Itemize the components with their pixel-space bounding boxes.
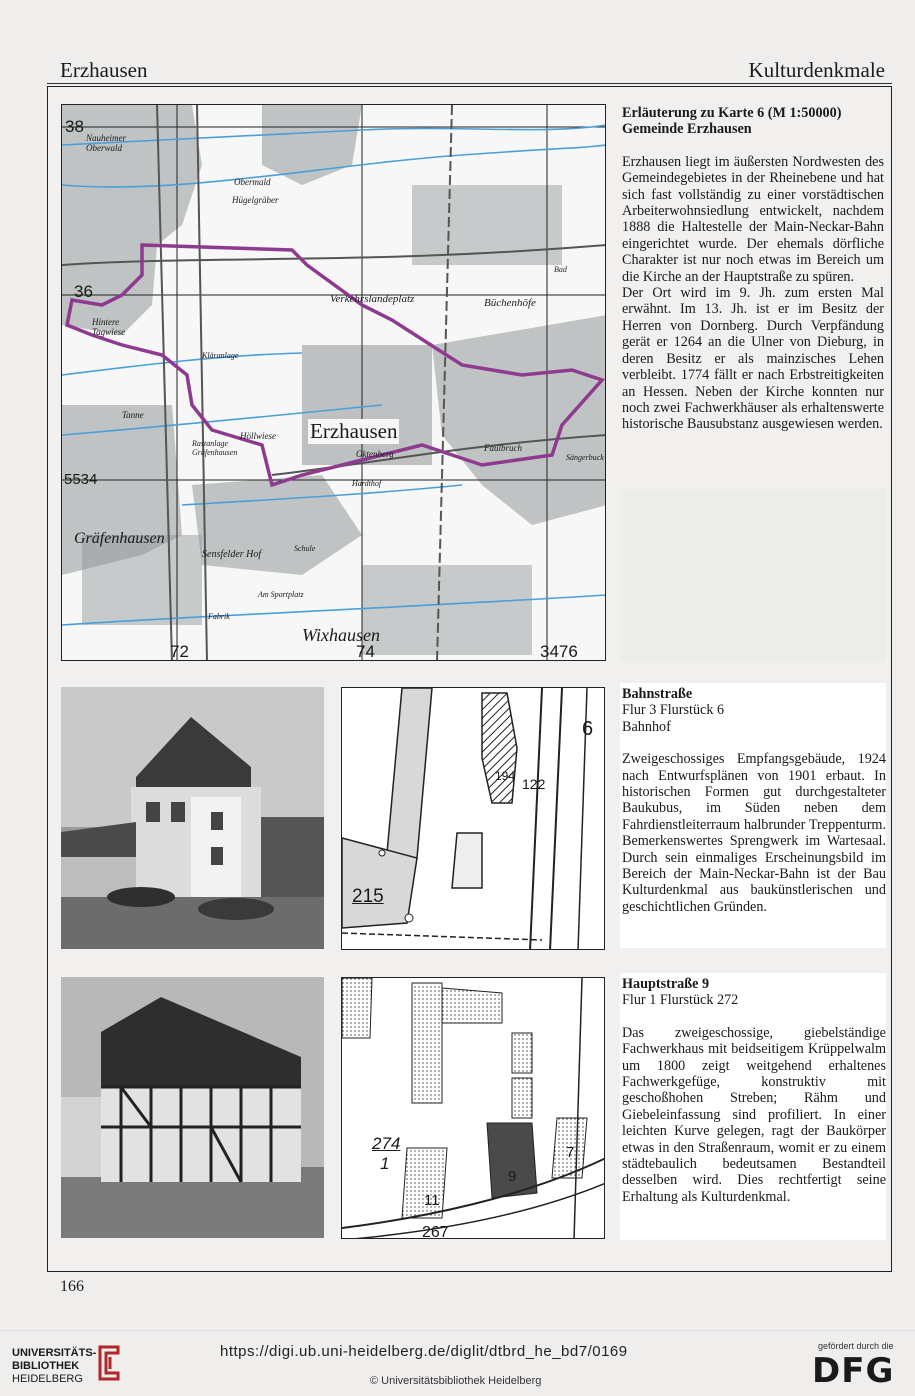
- funding-note: gefördert durch die: [818, 1341, 894, 1351]
- photo-bahnhof: [61, 687, 324, 949]
- grid-label-38: 38: [65, 117, 84, 136]
- map-label-hardthof: Hardthof: [352, 479, 382, 488]
- map-label-tanne: Tanne: [122, 410, 144, 420]
- map-label-nauheimer-oberwald: Nauheimer Oberwald: [86, 133, 126, 153]
- map-explanation-title: Erläuterung zu Karte 6 (M 1:50000): [622, 105, 842, 121]
- map-forest-n: [262, 105, 362, 185]
- map-label-graefenhausen: Gräfenhausen: [74, 530, 165, 547]
- grid-label-5534: 5534: [64, 471, 98, 488]
- entry-title-bahnstrasse: Bahnstraße: [622, 686, 693, 702]
- map-label-verkehrslandeplatz: Verkehrslandeplatz: [330, 293, 415, 305]
- header-rule: [47, 83, 892, 84]
- plan-label-122: 122: [522, 776, 546, 792]
- map-explanation-paragraph-2: Der Ort wird im 9. Jh. zum ersten Mal erwähnt. Im 13. Jh. ist er im Besitz der Herren von Dornberg. Durch Verpfändung gerät er 1264 an die Ulner von Dieburg, in deren Besitz er als mainzisches Lehen verbleibt. 1774 fällt er nach Erbstreitigkeiten an Hessen. Neben der Kirche konnten nur noch zwei Fachwerkhäuser als erhaltenswerte historische Bausubstanz ausgewiesen werden.: [622, 285, 884, 433]
- map-explanation: [622, 105, 884, 433]
- library-logo-icon: [96, 1343, 122, 1383]
- map-label-sportplatz: Am Sportplatz: [258, 590, 304, 599]
- library-line-3: HEIDELBERG: [12, 1373, 83, 1385]
- map-label-hintere-tagwiese: Hintere Tagwiese: [92, 317, 126, 337]
- plan-label-6: 6: [582, 718, 594, 740]
- plan-label-215: 215: [352, 886, 384, 907]
- running-head-left: Erzhausen: [60, 58, 148, 82]
- map-label-saengerbuck: Sängerbuck: [566, 453, 604, 462]
- map-svg: [62, 105, 606, 661]
- plan-label-1: 1: [380, 1154, 390, 1173]
- plan-label-267: 267: [422, 1224, 449, 1239]
- entry-hauptstrasse-9: [622, 976, 886, 1205]
- photo-hauptstrasse-9: [61, 977, 324, 1238]
- entry-bahnstrasse: [622, 686, 886, 915]
- plan-bahnstrasse: [341, 687, 605, 950]
- copyright-notice: © Universitätsbibliothek Heidelberg: [370, 1375, 542, 1387]
- map-label-obermald: Obermald: [234, 177, 271, 187]
- grid-label-36: 36: [74, 282, 93, 301]
- map-town-graefenhausen: [82, 535, 202, 625]
- plan-label-194: 194: [495, 769, 516, 783]
- plan-hauptstrasse-9: [341, 977, 605, 1239]
- entry-parcel-hauptstrasse-9: Flur 1 Flurstück 272: [622, 992, 739, 1009]
- plan-label-274: 274: [372, 1134, 401, 1153]
- entry-title-hauptstrasse-9: Hauptstraße 9: [622, 976, 710, 992]
- grid-label-72: 72: [170, 642, 189, 661]
- topographic-map: [61, 104, 606, 661]
- grid-label-74: 74: [356, 642, 375, 661]
- map-label-huegelgraeber: Hügelgräber: [232, 195, 279, 205]
- map-label-buechenhoefe: Büchenhöfe: [484, 297, 536, 309]
- map-label-sensfelder-hof: Sensfelder Hof: [202, 549, 262, 560]
- text-column-shade: [620, 489, 886, 661]
- map-explanation-subtitle: Gemeinde Erzhausen: [622, 121, 752, 138]
- permalink-url[interactable]: https://digi.ub.uni-heidelberg.de/diglit/dtbrd_he_bd7/0169: [220, 1343, 628, 1360]
- plan-label-7: 7: [566, 1144, 575, 1161]
- map-explanation-paragraph-1: Erzhausen liegt im äußersten Nordwesten des Gemeindegebietes in der Rheinebene und hat sich fast vollständig zu einer vorstädtischen Arbeiterwohnsiedlung entwickelt, nachdem 1888 die Haltestelle der Main-Neckar-Bahn eingerichtet wurde. Der ehemals dörfliche Charakter ist nur noch etwas im Bereich um die Kirche an der Hauptstraße zu spüren.: [622, 153, 884, 285]
- entry-body-bahnstrasse: Zweigeschossiges Empfangsgebäude, 1924 nach Entwurfsplänen von 1901 erbaut. In historischen Formen gut durchgestalteter Baukubus, im Süden neben dem Fahrdienstleiterraum halbrunder Treppenturm. Bemerkenswertes Sprengwerk im Wartesaal. Durch sein einmaliges Erscheinungsbild im Bereich der Main-Neckar-Bahn ist der Bau Kulturdenkmal aus baukünstlerischen und geschichtlichen Gründen.: [622, 751, 886, 915]
- library-name: [12, 1347, 96, 1386]
- plan-label-9: 9: [508, 1168, 517, 1185]
- library-line-1: UNIVERSITÄTS-: [12, 1347, 97, 1359]
- map-label-fabrik: Fabrik: [208, 612, 230, 621]
- entry-parcel-bahnstrasse: Flur 3 Flurstück 6: [622, 702, 725, 719]
- map-label-schule: Schule: [294, 544, 316, 553]
- map-label-rastanlage: Rastanlage Gräfenhausen: [192, 439, 238, 457]
- dfg-logo: DFG: [812, 1351, 895, 1391]
- map-label-klaeranlage: Kläranlage: [202, 351, 239, 360]
- map-label-erzhausen: Erzhausen: [310, 419, 398, 443]
- map-label-oktenberg: Oktenberg: [356, 449, 394, 459]
- plan-label-11: 11: [424, 1192, 440, 1209]
- map-label-faulbruch: Faulbruch: [484, 443, 522, 453]
- map-label-hoellwiese: Höllwiese: [240, 431, 276, 441]
- map-forest-s: [192, 475, 362, 575]
- running-head-right: Kulturdenkmale: [748, 58, 885, 82]
- page-number: 166: [60, 1278, 84, 1295]
- map-label-wixhausen: Wixhausen: [302, 625, 380, 645]
- map-town-wixhausen: [362, 565, 532, 655]
- library-line-2: BIBLIOTHEK: [12, 1360, 80, 1372]
- map-forest-e: [432, 315, 606, 525]
- digitization-footer: [0, 1330, 915, 1396]
- entry-body-hauptstrasse-9: Das zweigeschossige, giebelständige Fachwerkhaus mit beidseitigem Krüppelwalm um 1800 zeigt weitgehend erhaltenes Fachwerkgefüge, konstruktiv mit geschoßhohen Streben; Rähm und Giebeleinfassung sind profiliert. In einer leichten Kurve gelegen, ragt der Baukörper etwas in den Straßenraum, womit er zu einem städtebaulich bedeutsamen Bestandteil desselben wird. Dies rechtfertigt seine Erhaltung als Kulturdenkmal.: [622, 1024, 886, 1205]
- entry-name-bahnstrasse: Bahnhof: [622, 718, 671, 735]
- grid-label-3476: 3476: [540, 642, 578, 661]
- map-label-bad: Bad: [554, 265, 567, 274]
